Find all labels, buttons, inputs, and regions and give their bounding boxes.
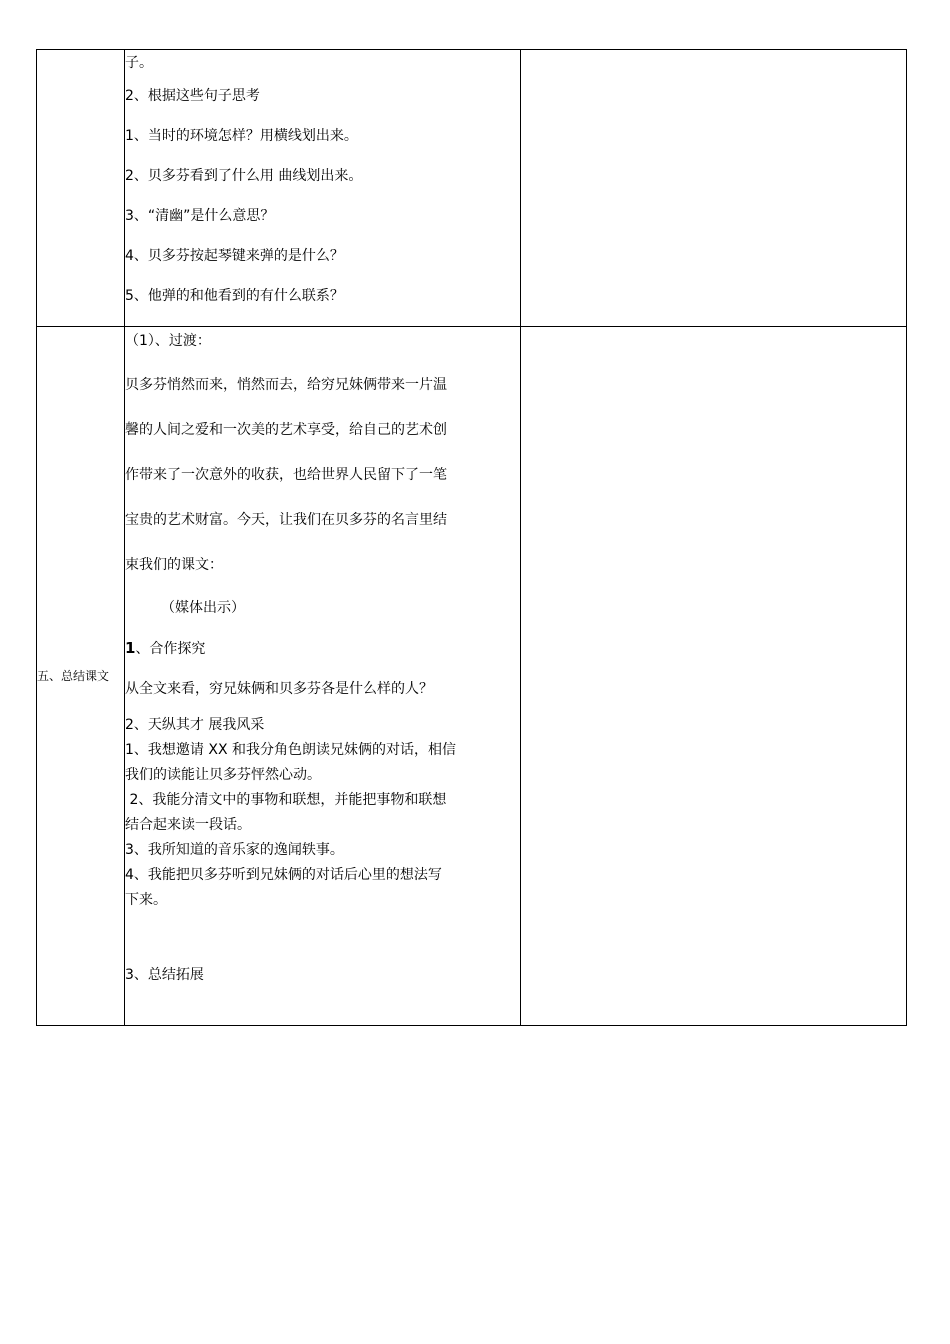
talent-item: 2、我能分清文中的事物和联想，并能把事物和联想 (125, 792, 447, 808)
table-row (37, 327, 907, 1026)
talent-item: 4、我能把贝多芬听到兄妹俩的对话后心里的想法写 (125, 867, 442, 883)
activity-cell (125, 327, 521, 1026)
talent-item: 结合起来读一段话。 (125, 817, 251, 833)
summary-heading: 3、总结拓展 (125, 967, 204, 983)
text-line: 2、根据这些句子思考 (125, 88, 260, 104)
coop-number: 1 (125, 639, 136, 657)
talent-item: 3、我所知道的音乐家的逸闻轶事。 (125, 842, 344, 858)
media-note: （媒体出示） (161, 600, 245, 616)
text-line: 3、“清幽”是什么意思？ (125, 208, 275, 224)
notes-cell (521, 327, 907, 1026)
talent-item: 下来。 (125, 892, 167, 908)
text-line: 4、贝多芬按起琴键来弹的是什么？ (125, 248, 344, 264)
talent-heading: 2、天纵其才 展我风采 (125, 717, 265, 733)
text-line: 贝多芬悄然而来，悄然而去，给穷兄妹俩带来一片温 (125, 377, 447, 393)
text-line: 2、贝多芬看到了什么用 曲线划出来。 (125, 168, 363, 184)
text-line: 束我们的课文： (125, 557, 223, 573)
text-line: 1、当时的环境怎样？用横线划出来。 (125, 128, 358, 144)
talent-item: 我们的读能让贝多芬怦然心动。 (125, 767, 321, 783)
talent-item: 1、我想邀请 XX 和我分角色朗读兄妹俩的对话，相信 (125, 742, 456, 758)
activity-cell (125, 50, 521, 327)
text-line: 作带来了一次意外的收获，也给世界人民留下了一笔 (125, 467, 447, 483)
coop-heading (125, 628, 520, 669)
transition-heading: （1）、过渡： (125, 333, 211, 349)
text-line: 子。 (125, 55, 153, 71)
coop-question: 从全文来看，穷兄妹俩和贝多芬各是什么样的人？ (125, 681, 433, 697)
lesson-plan-table (36, 49, 907, 1026)
text-line: 5、他弹的和他看到的有什么联系？ (125, 288, 344, 304)
stage-label: 五、总结课文 (37, 327, 125, 1026)
table-row (37, 50, 907, 327)
coop-label: 、合作探究 (135, 641, 206, 657)
text-line: 馨的人间之爱和一次美的艺术享受，给自己的艺术创 (125, 422, 447, 438)
text-line: 宝贵的艺术财富。今天，让我们在贝多芬的名言里结 (125, 512, 447, 528)
stage-cell-empty (37, 50, 125, 327)
notes-cell (521, 50, 907, 327)
